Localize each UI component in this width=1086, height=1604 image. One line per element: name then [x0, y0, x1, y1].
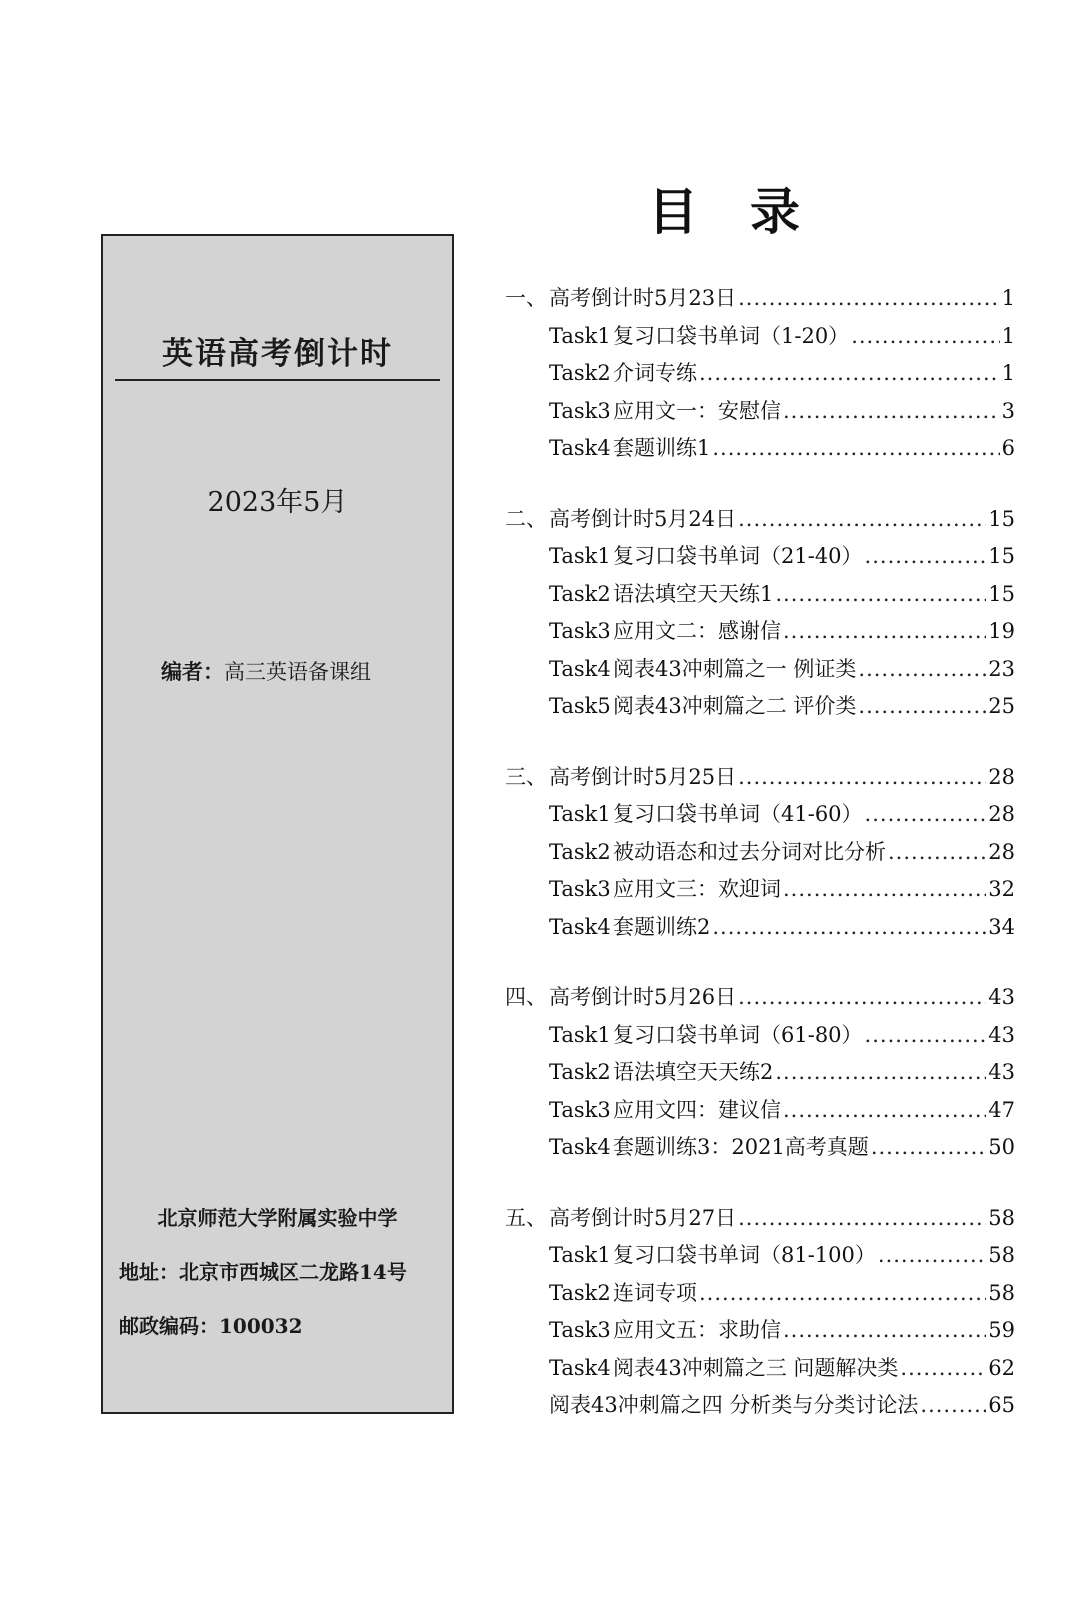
dot-leader	[783, 613, 986, 651]
dot-leader	[851, 318, 999, 356]
table-of-contents	[505, 280, 1015, 1458]
entry-title: 阅表43冲刺篇之三 问题解决类	[613, 1355, 899, 1380]
entry-title: 语法填空天天练1	[613, 581, 774, 606]
section-title: 高考倒计时5月24日	[549, 506, 737, 531]
entry-title: 复习口袋书单词（21-40）	[613, 544, 863, 568]
task-label: Task3	[549, 398, 611, 423]
page-number: 58	[988, 1280, 1015, 1305]
section-title: 高考倒计时5月23日	[549, 286, 737, 310]
section-number: 三、	[505, 764, 547, 789]
task-label: Task4	[549, 1135, 611, 1159]
info-box	[101, 234, 454, 1414]
dot-leader	[783, 871, 986, 909]
entry-title: 阅表43冲刺篇之二 评价类	[613, 694, 857, 718]
dot-leader	[858, 651, 986, 689]
toc-entry[interactable]	[505, 1312, 1015, 1350]
toc-section-heading[interactable]	[505, 759, 1015, 797]
task-label: Task1	[549, 544, 611, 568]
page-number: 65	[988, 1393, 1015, 1417]
page-number: 59	[988, 1318, 1015, 1342]
section-number: 一、	[505, 286, 547, 310]
toc-entry[interactable]	[505, 430, 1015, 468]
entry-title: 复习口袋书单词（81-100）	[613, 1243, 876, 1267]
dot-leader	[699, 1275, 986, 1313]
page-number: 23	[988, 656, 1015, 681]
dot-leader	[783, 393, 1000, 431]
toc-section-heading[interactable]	[505, 979, 1015, 1017]
task-label: Task3	[549, 877, 611, 901]
entry-title: 复习口袋书单词（1-20）	[613, 323, 850, 348]
page-number: 1	[1001, 361, 1015, 385]
page-number: 19	[988, 619, 1015, 643]
task-label: Task2	[549, 1280, 611, 1305]
editor-line	[161, 656, 371, 686]
dot-leader	[871, 1129, 986, 1167]
entry-title: 应用文一：安慰信	[613, 398, 781, 423]
toc-entry[interactable]	[505, 1092, 1015, 1130]
toc-entry[interactable]	[505, 1275, 1015, 1313]
page-number: 43	[988, 985, 1015, 1009]
dot-leader	[865, 1017, 987, 1055]
task-label: Task4	[549, 1355, 611, 1380]
dot-leader	[858, 688, 986, 726]
dot-leader	[783, 1312, 986, 1350]
toc-entry[interactable]	[505, 871, 1015, 909]
task-label: Task1	[549, 1022, 611, 1047]
title-divider	[115, 379, 440, 381]
dot-leader	[865, 796, 987, 834]
dot-leader	[878, 1237, 986, 1275]
page-number: 47	[988, 1097, 1015, 1122]
section-title: 高考倒计时5月25日	[549, 764, 737, 789]
toc-entry[interactable]	[505, 1129, 1015, 1167]
toc-entry[interactable]	[505, 393, 1015, 431]
toc-entry[interactable]	[505, 909, 1015, 947]
task-label: Task4	[549, 656, 611, 681]
toc-section-heading[interactable]	[505, 501, 1015, 539]
entry-title: 复习口袋书单词（41-60）	[613, 802, 863, 826]
page-number: 58	[988, 1205, 1015, 1230]
toc-entry[interactable]	[505, 1387, 1015, 1425]
task-label: Task1	[549, 802, 611, 826]
page-number: 1	[1001, 286, 1015, 310]
section-number: 二、	[505, 506, 547, 531]
task-label: Task2	[549, 839, 611, 864]
entry-title: 阅表43冲刺篇之四 分析类与分类讨论法	[549, 1393, 919, 1417]
toc-entry[interactable]	[505, 1237, 1015, 1275]
toc-entry[interactable]	[505, 538, 1015, 576]
dot-leader	[888, 834, 986, 872]
page-number: 25	[988, 694, 1015, 718]
task-label: Task2	[549, 581, 611, 606]
task-label: Task4	[549, 914, 611, 939]
toc-section	[505, 759, 1015, 947]
toc-section	[505, 979, 1015, 1167]
school-address: 地址：北京市西城区二龙路14号	[119, 1260, 407, 1284]
dot-leader	[699, 355, 1000, 393]
entry-title: 应用文二：感谢信	[613, 619, 781, 643]
toc-entry[interactable]	[505, 796, 1015, 834]
entry-title: 语法填空天天练2	[613, 1060, 774, 1084]
entry-title: 连词专项	[613, 1280, 697, 1305]
task-label: Task2	[549, 361, 611, 385]
toc-section	[505, 1200, 1015, 1425]
dot-leader	[783, 1092, 986, 1130]
toc-entry[interactable]	[505, 688, 1015, 726]
page-number: 28	[988, 764, 1015, 789]
entry-title: 套题训练1	[613, 436, 711, 460]
page-number: 58	[988, 1243, 1015, 1267]
dot-leader	[900, 1350, 986, 1388]
editor-value: 高三英语备课组	[224, 660, 371, 684]
toc-heading: 目录	[648, 183, 852, 241]
publication-date: 2023年5月	[207, 487, 348, 518]
section-title: 高考倒计时5月27日	[549, 1205, 737, 1230]
dot-leader	[738, 759, 986, 797]
page-number: 15	[988, 506, 1015, 531]
dot-leader	[712, 430, 999, 468]
dot-leader	[920, 1387, 986, 1425]
entry-title: 应用文三：欢迎词	[613, 877, 781, 901]
toc-section-heading[interactable]	[505, 1200, 1015, 1238]
task-label: Task4	[549, 436, 611, 460]
toc-section-heading[interactable]	[505, 280, 1015, 318]
toc-entry[interactable]	[505, 1054, 1015, 1092]
section-number: 五、	[505, 1205, 547, 1230]
entry-title: 应用文五：求助信	[613, 1318, 781, 1342]
toc-entry[interactable]	[505, 318, 1015, 356]
entry-title: 套题训练3：2021高考真题	[613, 1135, 869, 1159]
entry-title: 应用文四：建议信	[613, 1097, 781, 1122]
page-number: 28	[988, 839, 1015, 864]
editor-label: 编者：	[161, 659, 224, 684]
task-label: Task1	[549, 1243, 611, 1267]
page-number: 43	[988, 1060, 1015, 1084]
toc-entry[interactable]	[505, 1017, 1015, 1055]
school-name: 北京师范大学附属实验中学	[157, 1206, 398, 1230]
page-number: 3	[1001, 398, 1015, 423]
page-number: 6	[1001, 436, 1015, 460]
page-number: 43	[988, 1022, 1015, 1047]
dot-leader	[775, 1054, 986, 1092]
toc-entry[interactable]	[505, 834, 1015, 872]
toc-section	[505, 501, 1015, 726]
entry-title: 介词专练	[613, 361, 697, 385]
entry-title: 复习口袋书单词（61-80）	[613, 1022, 863, 1047]
page-number: 28	[988, 802, 1015, 826]
booklet-title: 英语高考倒计时	[162, 336, 393, 372]
page-number: 50	[988, 1135, 1015, 1159]
task-label: Task2	[549, 1060, 611, 1084]
page-number: 1	[1001, 323, 1015, 348]
section-number: 四、	[505, 985, 547, 1009]
task-label: Task5	[549, 694, 611, 718]
task-label: Task1	[549, 323, 611, 348]
page-number: 15	[988, 581, 1015, 606]
entry-title: 套题训练2	[613, 914, 711, 939]
dot-leader	[865, 538, 987, 576]
dot-leader	[738, 501, 986, 539]
toc-entry[interactable]	[505, 613, 1015, 651]
page-number: 62	[988, 1355, 1015, 1380]
dot-leader	[738, 979, 986, 1017]
dot-leader	[738, 1200, 986, 1238]
page-number: 15	[988, 544, 1015, 568]
section-title: 高考倒计时5月26日	[549, 985, 737, 1009]
task-label: Task3	[549, 1097, 611, 1122]
task-label: Task3	[549, 619, 611, 643]
task-label: Task3	[549, 1318, 611, 1342]
toc-entry[interactable]	[505, 576, 1015, 614]
dot-leader	[775, 576, 986, 614]
dot-leader	[712, 909, 986, 947]
toc-entry[interactable]	[505, 355, 1015, 393]
toc-entry[interactable]	[505, 1350, 1015, 1388]
page-number: 34	[988, 914, 1015, 939]
entry-title: 阅表43冲刺篇之一 例证类	[613, 656, 857, 681]
school-postcode: 邮政编码：100032	[119, 1314, 303, 1338]
toc-entry[interactable]	[505, 651, 1015, 689]
page-number: 32	[988, 877, 1015, 901]
toc-section	[505, 280, 1015, 468]
entry-title: 被动语态和过去分词对比分析	[613, 839, 886, 864]
dot-leader	[738, 280, 1000, 318]
